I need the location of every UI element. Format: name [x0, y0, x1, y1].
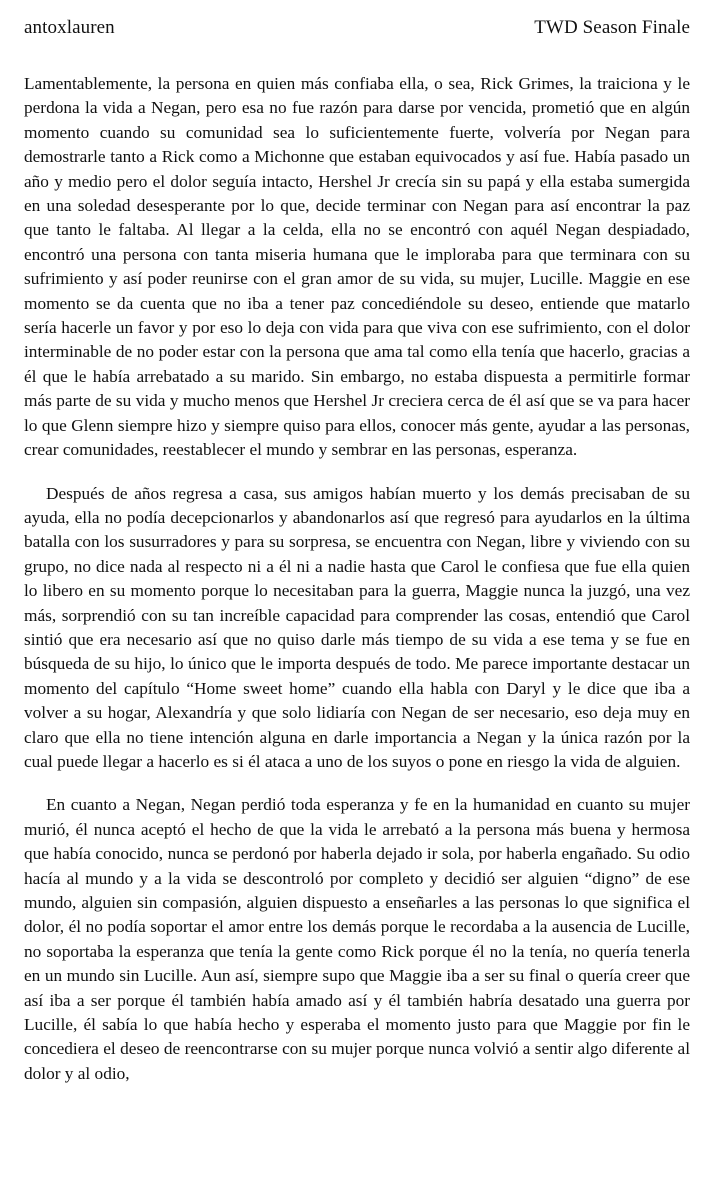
author-handle: antoxlauren: [24, 17, 115, 38]
paragraph-1: Lamentablemente, la persona en quien más confiaba ella, o sea, Rick Grimes, la traiciona y le perdona la vida a Negan, pero esa no fue razón para darse por vencida, prometió que en algún momento cuando su comunidad sea lo suficientemente fuerte, volvería por Negan para demostrarle tanto a Rick como a Michonne que estaban equivocados y así fue. Había pasado un año y medio pero el dolor seguía intacto, Hershel Jr crecía sin su papá y ella estaba sumergida en una soledad desesperante por lo que, decide terminar con Negan para así encontrar la paz que tanto le faltaba. Al llegar a la celda, ella no se encontró con aquél Negan despiadado, encontró una persona con tanta miseria humana que le imploraba para que terminara con su sufrimiento y así poder reunirse con el gran amor de su vida, su mujer, Lucille. Maggie en ese momento se da cuenta que no iba a tener paz concediéndole su deseo, entiende que matarlo sería hacerle un favor y por eso lo deja con vida para que viva con ese sufrimiento, con el dolor interminable de no poder estar con la persona que ama tal como ella tenía que hacerlo, gracias a él que le había arrebatado a su marido. Sin embargo, no estaba dispuesta a permitirle formar más parte de su vida y mucho menos que Hershel Jr creciera cerca de él así que se va para hacer lo que Glenn siempre hizo y siempre quiso para ellos, conocer más gente, ayudar a las personas, crear comunidades, reestablecer el mundo y sembrar en las personas, esperanza.: [24, 74, 690, 460]
paragraph-3: En cuanto a Negan, Negan perdió toda esperanza y fe en la humanidad en cuanto su mujer murió, él nunca aceptó el hecho de que la vida le arrebató a la persona más buena y hermosa que había conocido, nunca se perdonó por haberla dejado ir sola, por haberla engañado. Su odio hacía al mundo y a la vida se descontroló por completo y decidió ser alguien “digno” de ese mundo, alguien sin compasión, alguien dispuesto a enseñarles a las personas lo que significa el dolor, él no podía soportar el amor entre los demás porque le recordaba a la ausencia de Lucille, no soportaba la esperanza que tenía la gente como Rick porque él no la tenía, no quería tenerla en un mundo sin Lucille. Aun así, siempre supo que Maggie iba a ser su final o quería creer que así iba a ser porque él también había amado así y él también habría desatado una guerra por Lucille, él sabía lo que había hecho y esperaba el momento justo para que Maggie por fin le concediera el deseo de reencontrarse con su mujer porque nunca volvió a sentir algo diferente al dolor y al odio,: [24, 795, 690, 1083]
paragraph-2: Después de años regresa a casa, sus amigos habían muerto y los demás precisaban de su ayuda, ella no podía decepcionarlos y abandonarlos así que regresó para ayudarlos en la última batalla con los susurradores y para su sorpresa, se encuentra con Negan, libre y viviendo con su grupo, no dice nada al respecto ni a él ni a nadie hasta que Carol le confiesa que fue ella quien lo libero en su momento porque lo necesitaban para la guerra, Maggie nunca la juzgó, una vez más, sorprendió con su tan increíble capacidad para comprender las cosas, entendió que Carol sintió que era necesario así que no quiso darle más tiempo de su vida a ese tema y se fue en búsqueda de su hijo, lo único que le importa después de todo. Me parece importante destacar un momento del capítulo “Home sweet home” cuando ella habla con Daryl y le dice que iba a volver a su hogar, Alexandría y que solo lidiaría con Negan de ser necesario, eso deja muy en claro que ella no tiene intención alguna en darle importancia a Negan y la única razón por la cual puede llegar a hacerlo es si él ataca a uno de los suyos o pone en riesgo la vida de alguien.: [24, 483, 690, 771]
page-header: [24, 17, 690, 41]
document-title: TWD Season Finale: [534, 17, 690, 38]
document-body: [24, 72, 690, 1105]
